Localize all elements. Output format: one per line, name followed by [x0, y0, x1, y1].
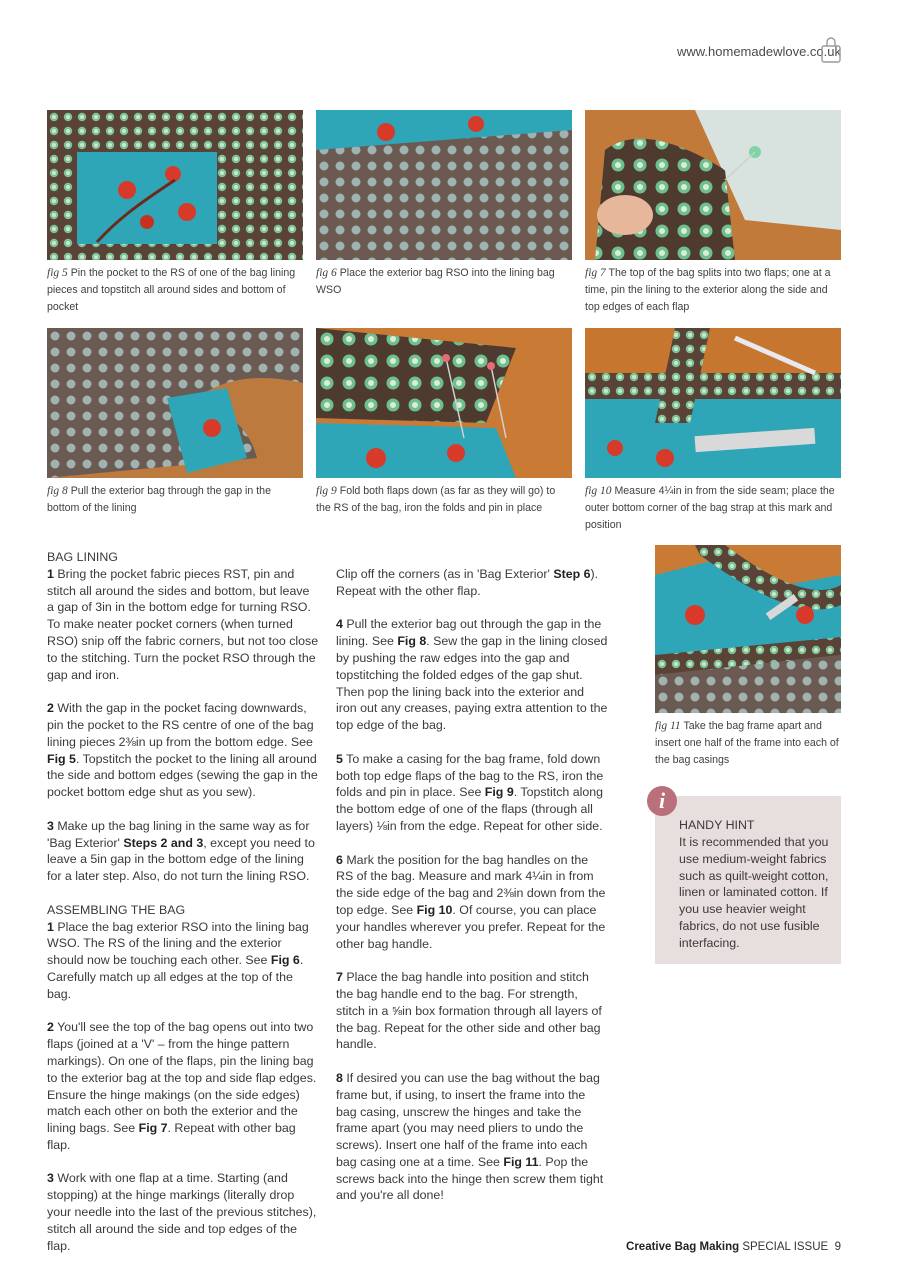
text-column-left	[47, 549, 319, 1271]
text-column-middle	[336, 566, 608, 1221]
fig-9-photo	[316, 328, 572, 478]
bag-lining-step-1: 1 Bring the pocket fabric pieces RST, pin and stitch all around the sides and bottom, but leave a gap of 3in in the bottom edge for turning RSO. To make neater pocket corners (when turned RSO) snip off the fabric corners, but not too close to the stitching. Turn the pocket RSO through the gap and iron.	[47, 566, 319, 682]
issue-label: SPECIAL ISSUE	[742, 1241, 829, 1253]
bag-lining-step-3: 3 Make up the bag lining in the same way as for 'Bag Exterior' Steps 2 and 3, except you need to leave a 5in gap in the bottom edge of the lining for a later step. Also, do not turn the lining RSO.	[47, 818, 315, 884]
fig-7-caption: fig 7 The top of the bag splits into two flaps; one at a time, pin the lining to the exterior along the side and top edges of each flap	[585, 267, 831, 313]
handy-hint-text: It is recommended that you use medium-weight fabrics such as quilt-weight cotton, linen or laminated cotton. If you use heavier weight fabrics, do not use fusible interfacing.	[679, 835, 829, 950]
assembling-step-6: 6 Mark the position for the bag handles on the RS of the bag. Measure and mark 4¼in in from the side edge of the bag and 2⅜in down from the top edge. See Fig 10. Of course, you can place your handles wherever you prefer. Repeat for the other bag handle.	[336, 852, 606, 951]
fig-7-photo	[585, 110, 841, 260]
assembling-step-5: 5 To make a casing for the bag frame, fold down both top edge flaps of the bag to the RS, iron the folds and pin in place. See Fig 9. Topstitch along the bottom edge of one of the flaps (through all layers) ⅛in from the edge. Repeat for other side.	[336, 751, 604, 833]
assembling-step-3-continued: Clip off the corners (as in 'Bag Exterior' Step 6). Repeat with the other flap.	[336, 567, 599, 598]
fig-9-caption: fig 9 Fold both flaps down (as far as they will go) to the RS of the bag, iron the folds and pin in place	[316, 485, 556, 514]
shopping-bag-icon	[820, 36, 842, 64]
magazine-title: Creative Bag Making	[626, 1241, 740, 1253]
handy-hint-title: HANDY HINT	[679, 818, 755, 832]
fig-8-caption: fig 8 Pull the exterior bag through the gap in the bottom of the lining	[47, 485, 271, 514]
assembling-step-1: 1 Place the bag exterior RSO into the lining bag WSO. The RS of the lining and the exterior should now be touching each other. See Fig 6. Carefully match up all edges at the top of the bag.	[47, 919, 309, 1001]
assembling-step-3: 3 Work with one flap at a time. Starting (and stopping) at the hinge markings (literally drop your needle into the last of the previous stitches), stitch all around the side and top edges of the flap.	[47, 1171, 317, 1253]
fig-10-caption: fig 10 Measure 4¼in in from the side seam; place the outer bottom corner of the bag strap at this mark and position	[585, 485, 835, 531]
assembling-heading: ASSEMBLING THE BAG	[47, 902, 186, 917]
fig-8-photo	[47, 328, 303, 478]
fig-5-caption: fig 5 Pin the pocket to the RS of one of the bag lining pieces and topstitch all around sides and bottom of pocket	[47, 267, 296, 313]
fig-11-caption: fig 11 Take the bag frame apart and insert one half of the frame into each of the bag casings	[655, 720, 839, 766]
assembling-step-7: 7 Place the bag handle into position and stitch the bag handle end to the bag. For strength, stitch in a ⅝in box formation through all layers of the bag. Repeat for the other side and other bag handle.	[336, 970, 602, 1052]
bag-lining-heading: BAG LINING	[47, 550, 118, 564]
site-url: www.homemadewlove.co.uk	[676, 44, 841, 59]
fig-10-photo	[585, 328, 841, 478]
assembling-step-4: 4 Pull the exterior bag out through the gap in the lining. See Fig 8. Sew the gap in the lining closed by pushing the raw edges into the gap and topstitching the folded edges of the gap shut. Then pop the lining back into the exterior and iron out any creases, paying extra attention to the top edge of the bag.	[336, 617, 608, 733]
assembling-step-8: 8 If desired you can use the bag without the bag frame but, if using, to insert the frame into the bag casing, unscrew the hinges and take the frame apart (you may need pliers to undo the screws). Insert one half of the frame into each bag casing one at a time. See Fig 11. Pop the screws back into the hinge then screw them tight and you're all done!	[336, 1070, 604, 1203]
fig-6-caption: fig 6 Place the exterior bag RSO into the lining bag WSO	[316, 267, 555, 296]
fig-11-photo	[655, 545, 841, 713]
fig-5-photo	[47, 110, 303, 260]
page-number: 9	[834, 1241, 841, 1253]
page-footer	[626, 1241, 841, 1253]
assembling-step-2: 2 You'll see the top of the bag opens out into two flaps (joined at a 'V' – from the hinge pattern markings). On one of the flaps, pin the lining bag to the exterior bag at the top and side flap edges. Ensure the hinge makings (on the side edges) match each other on both the exterior and the lining bags. See Fig 7. Repeat with other bag flap.	[47, 1020, 317, 1152]
bag-lining-step-2: 2 With the gap in the pocket facing downwards, pin the pocket to the RS centre of one of the bag lining pieces 2⅜in up from the bottom edge. See Fig 5. Topstitch the pocket to the lining all around the side and bottom edges (sewing the gap in the pocket bottom edge shut as you sew).	[47, 701, 318, 800]
fig-6-photo	[316, 110, 572, 260]
info-icon: i	[647, 786, 677, 816]
